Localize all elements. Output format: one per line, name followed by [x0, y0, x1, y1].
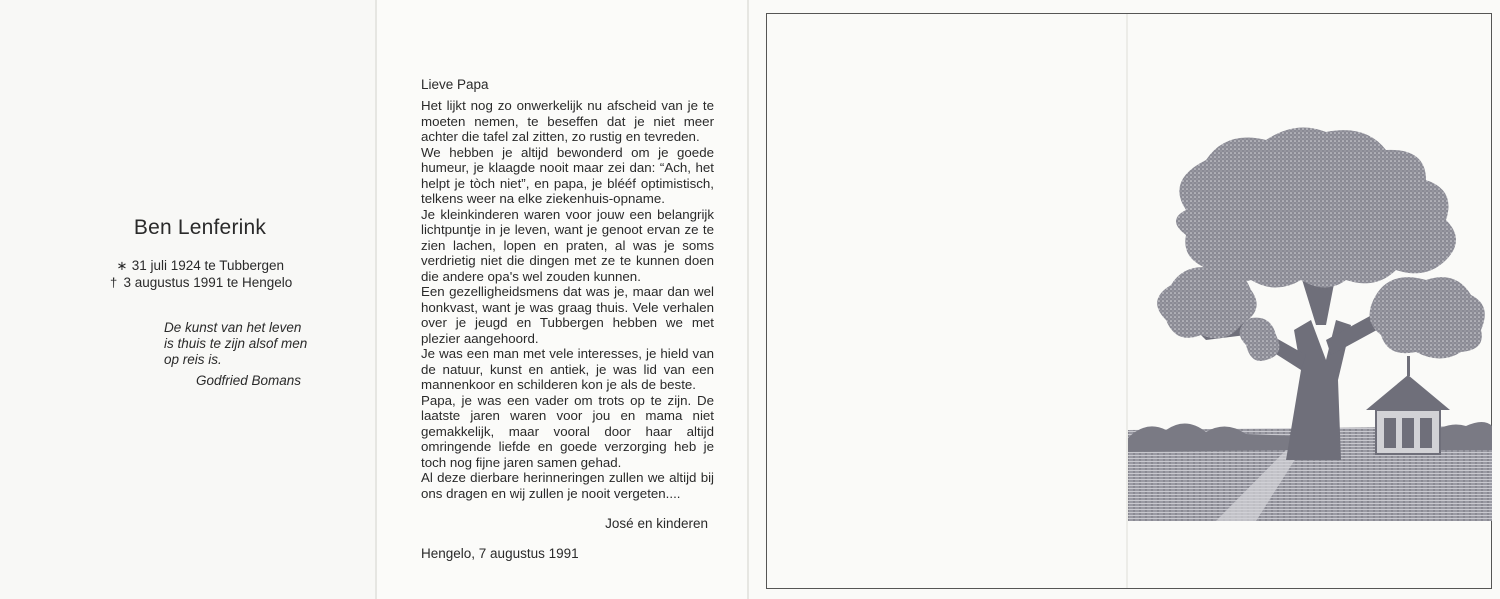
card-left-panel — [0, 0, 375, 599]
birth-text: 31 juli 1924 te Tubbergen — [131, 258, 285, 273]
tree-crown — [1157, 128, 1485, 362]
fold-line — [375, 0, 377, 599]
letter-body — [421, 98, 714, 501]
death-cross-icon: † — [110, 275, 118, 290]
life-dates — [0, 257, 400, 291]
death-text: 3 augustus 1991 te Hengelo — [123, 275, 293, 290]
letter-paragraph: We hebben je altijd bewonderd om je goede humeur, je klaagde nooit maar zei dan: “Ach, het helpt je tòch niet”, en papa, je blééf optimistisch, telkens weer na elke ziekenhuis-opname. — [421, 144, 714, 206]
letter-paragraph: Je kleinkinderen waren voor jouw een belangrijk lichtpuntje in je leven, want je genoot ervan ze te zien lachen, lopen en praten, al was je soms verdrietig niet die dingen met ze te kunnen doen die andere opa's wel zouden kunnen. — [421, 206, 714, 284]
letter-salutation: Lieve Papa — [421, 77, 489, 92]
letter-place-date: Hengelo, 7 augustus 1991 — [421, 546, 579, 561]
death-line — [0, 274, 400, 291]
letter-paragraph: Een gezelligheidsmens dat was je, maar dan wel honkvast, want je was graag thuis. Vele verhalen over je jeugd en Tubbergen hebben we met plezier aangehoord. — [421, 284, 714, 346]
quote-author: Godfried Bomans — [196, 373, 302, 388]
birth-star-icon: ∗ — [116, 258, 128, 273]
quote — [164, 320, 364, 368]
letter-paragraph: Het lijkt nog zo onwerkelijk nu afscheid van je te moeten nemen, te beseffen dat je niet meer achter die tafel zal zitten, zo rustig en tevreden. — [421, 98, 714, 144]
birth-line — [0, 257, 400, 274]
deceased-name: Ben Lenferink — [133, 216, 267, 239]
fold-line — [747, 0, 749, 599]
letter-paragraph: Je was een man met vele interesses, je hield van de natuur, kunst en antiek, je was lid van een mannenkoor en schilderen kon je als de beste. — [421, 346, 714, 392]
quote-line: op reis is. — [164, 352, 222, 367]
letter-paragraph: Al deze dierbare herinneringen zullen we altijd bij ons dragen en wij zullen je nooit vergeten.... — [421, 470, 714, 501]
chapel — [1366, 356, 1450, 454]
tree-illustration — [1126, 120, 1492, 522]
quote-line: De kunst van het leven — [164, 320, 302, 335]
quote-line: is thuis te zijn alsof men — [164, 336, 308, 351]
letter-signature: José en kinderen — [605, 516, 708, 531]
letter-paragraph: Papa, je was een vader om trots op te zijn. De laatste jaren waren voor jou en mama niet gemakkelijk, maar vooral door haar altijd omringende liefde en goede verzorging heb je toch nog fijne jaren samen gehad. — [421, 392, 714, 470]
